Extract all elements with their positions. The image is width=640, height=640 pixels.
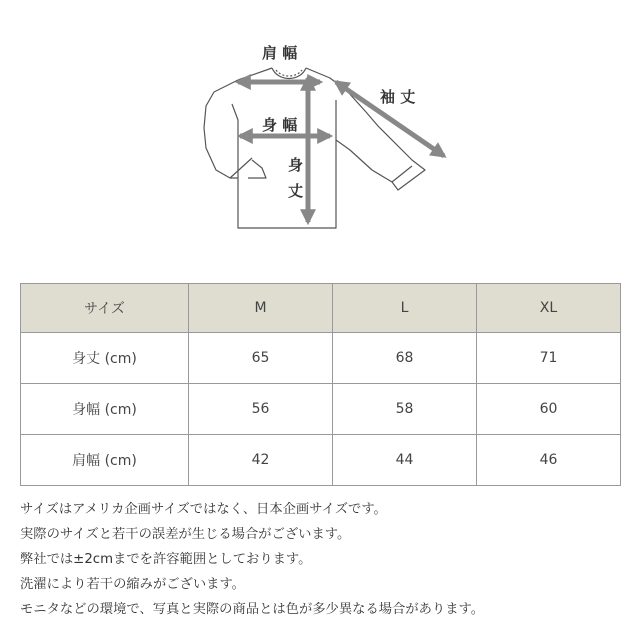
table-cell: 68 (333, 333, 477, 384)
note-line: サイズはアメリカ企画サイズではなく、日本企画サイズです。 (20, 502, 387, 517)
row-label: 身幅 (cm) (21, 384, 189, 435)
body-length-label-1: 身 (288, 156, 304, 174)
chest-width-label: 身 幅 (262, 116, 298, 134)
shoulder-width-label: 肩 幅 (262, 44, 298, 62)
table-cell: 46 (477, 435, 621, 486)
note-line: 弊社では±2cmまでを許容範囲としております。 (20, 552, 312, 567)
note-line: 洗濯により若干の縮みがございます。 (20, 577, 245, 592)
row-label: 肩幅 (cm) (21, 435, 189, 486)
table-row-body-length (21, 333, 621, 384)
table-row-chest-width (21, 384, 621, 435)
note-line: 実際のサイズと若干の誤差が生じる場合がございます。 (20, 527, 351, 542)
table-cell: 42 (189, 435, 333, 486)
table-row-shoulder-width (21, 435, 621, 486)
shirt-measurement-diagram (0, 0, 640, 260)
header-l: L (333, 284, 477, 333)
table-cell: 44 (333, 435, 477, 486)
table-cell: 58 (333, 384, 477, 435)
table-cell: 71 (477, 333, 621, 384)
table-cell: 56 (189, 384, 333, 435)
size-table-header (21, 284, 621, 333)
size-notes (20, 497, 630, 622)
size-table (20, 283, 621, 486)
sleeve-length-label: 袖 丈 (380, 88, 416, 106)
table-cell: 60 (477, 384, 621, 435)
body-length-label-2: 丈 (288, 182, 304, 200)
row-label: 身丈 (cm) (21, 333, 189, 384)
table-cell: 65 (189, 333, 333, 384)
header-size: サイズ (21, 284, 189, 333)
note-line: モニタなどの環境で、写真と実際の商品とは色が多少異なる場合があります。 (20, 602, 485, 617)
header-xl: XL (477, 284, 621, 333)
header-m: M (189, 284, 333, 333)
